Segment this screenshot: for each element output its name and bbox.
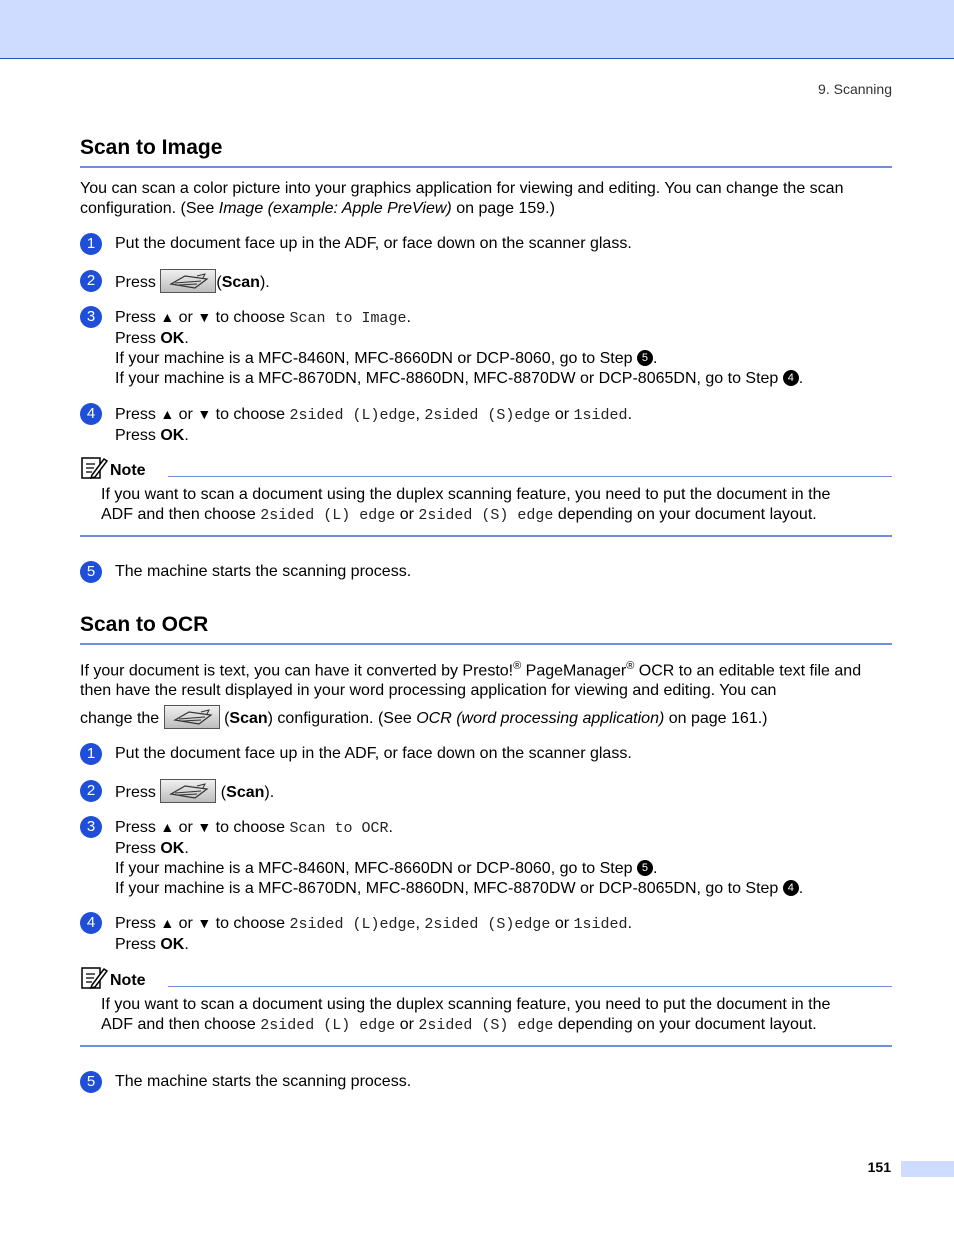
step-number: 4 <box>80 403 102 425</box>
step-number: 5 <box>80 1071 102 1093</box>
footer-tab <box>901 1161 954 1177</box>
step-text: Press (Scan). <box>115 781 892 805</box>
step-number: 3 <box>80 306 102 328</box>
note-label: Note <box>110 462 146 479</box>
step-number: 4 <box>80 912 102 934</box>
section-title-scan-to-ocr: Scan to OCR <box>80 613 209 636</box>
note-pencil-icon <box>80 455 108 481</box>
step-text: Put the document face up in the ADF, or face down on the scanner glass. <box>115 235 632 252</box>
scan-key-icon <box>160 269 216 293</box>
step-text: Press ▲ or ▼ to choose 2sided (L)edge, 2sided (S)edge or 1sided. Press OK. <box>115 406 633 444</box>
step-number: 1 <box>80 233 102 255</box>
chapter-label: 9. Scanning <box>818 81 892 97</box>
step-text: The machine starts the scanning process. <box>115 563 412 580</box>
note-pencil-icon <box>80 965 108 991</box>
scan-key-icon <box>160 779 216 803</box>
section-rule <box>80 166 892 168</box>
step-text: Put the document face up in the ADF, or face down on the scanner glass. <box>115 745 632 762</box>
page-number: 151 <box>867 1159 891 1175</box>
section-title-scan-to-image: Scan to Image <box>80 136 223 159</box>
step-number: 2 <box>80 780 102 802</box>
step-number: 3 <box>80 816 102 838</box>
note-rule <box>80 535 892 537</box>
step-text: Press (Scan). <box>115 271 892 295</box>
section-rule <box>80 643 892 645</box>
note-text: If you want to scan a document using the duplex scanning feature, you need to put the document in the ADF and then choose 2sided (L) edge or 2sided (S) edge depending on your document layout. <box>101 486 831 524</box>
intro-paragraph: You can scan a color picture into your graphics application for viewing and editing. You can change the scan configuration. (See Image (example: Apple PreView) on page 159.) <box>80 180 844 217</box>
intro-paragraph: If your document is text, you can have it converted by Presto!® PageManager® OCR to an editable text file and then have the result displayed in your word processing application for viewing and editing. You can <box>80 660 862 700</box>
intro-paragraph-cont: change the (Scan) configuration. (See OCR (word processing application) on page 161.) <box>80 707 892 731</box>
note-label: Note <box>110 972 146 989</box>
note-rule <box>80 1045 892 1047</box>
header-band <box>0 0 954 59</box>
scan-key-icon <box>164 705 220 729</box>
step-number: 2 <box>80 270 102 292</box>
step-number: 5 <box>80 561 102 583</box>
step-text: Press ▲ or ▼ to choose Scan to Image. Press OK. If your machine is a MFC-8460N, MFC-8660DN or DCP-8060, go to Step 5 . If your machine is a MFC-8670DN, MFC-8860DN, MFC-8870DW or DCP-8065DN, go to Step 4 . <box>115 309 804 387</box>
step-number: 1 <box>80 743 102 765</box>
step-text: Press ▲ or ▼ to choose 2sided (L)edge, 2sided (S)edge or 1sided. Press OK. <box>115 915 633 953</box>
note-text: If you want to scan a document using the duplex scanning feature, you need to put the document in the ADF and then choose 2sided (L) edge or 2sided (S) edge depending on your document layout. <box>101 996 831 1034</box>
step-text: Press ▲ or ▼ to choose Scan to OCR. Press OK. If your machine is a MFC-8460N, MFC-8660DN or DCP-8060, go to Step 5 . If your machine is a MFC-8670DN, MFC-8860DN, MFC-8870DW or DCP-8065DN, go to Step 4 . <box>115 819 804 897</box>
step-text: The machine starts the scanning process. <box>115 1073 412 1090</box>
